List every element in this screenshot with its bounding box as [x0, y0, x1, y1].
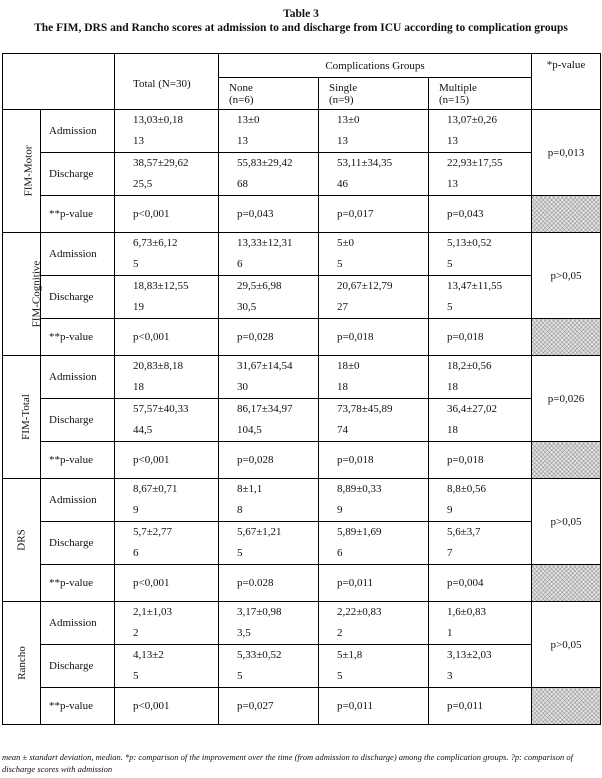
cell-none: 31,67±14,54 30 — [219, 356, 319, 399]
row-label: **p-value — [41, 319, 115, 356]
header-pvalue: *p-value — [532, 54, 601, 110]
pvalue-single: p=0,011 — [319, 565, 429, 602]
row-label: Admission — [41, 110, 115, 153]
hatched-cell — [532, 442, 601, 479]
pvalue-multiple: p=0,011 — [429, 688, 532, 725]
group-pvalue: p=0,013 — [532, 110, 601, 196]
cell-none: 5,67±1,21 5 — [219, 522, 319, 565]
cell-single: 5±1,8 5 — [319, 645, 429, 688]
table-row — [3, 153, 601, 196]
pvalue-row — [3, 442, 601, 479]
header-single: Single (n=9) — [319, 78, 429, 110]
table-row — [3, 233, 601, 276]
cell-total: 8,67±0,71 9 — [115, 479, 219, 522]
row-label: Admission — [41, 479, 115, 522]
pvalue-total: p<0,001 — [115, 688, 219, 725]
row-label: **p-value — [41, 688, 115, 725]
pvalue-total: p<0,001 — [115, 319, 219, 356]
table-row — [3, 645, 601, 688]
pvalue-none: p=0,028 — [219, 442, 319, 479]
table-row — [3, 110, 601, 153]
table-row — [3, 276, 601, 319]
cell-multiple: 22,93±17,55 13 — [429, 153, 532, 196]
group-label: FIM-Cognitive — [3, 233, 41, 356]
group-pvalue: p=0,026 — [532, 356, 601, 442]
cell-single: 5,89±1,69 6 — [319, 522, 429, 565]
cell-multiple: 5,6±3,7 7 — [429, 522, 532, 565]
cell-none: 86,17±34,97 104,5 — [219, 399, 319, 442]
pvalue-multiple: p=0,018 — [429, 442, 532, 479]
group-label: DRS — [3, 479, 41, 602]
table-row — [3, 356, 601, 399]
pvalue-none: p=0,028 — [219, 319, 319, 356]
row-label: **p-value — [41, 565, 115, 602]
row-label: Discharge — [41, 276, 115, 319]
group-label: FIM-Motor — [3, 110, 41, 233]
cell-single: 8,89±0,33 9 — [319, 479, 429, 522]
cell-single: 5±0 5 — [319, 233, 429, 276]
cell-none: 13,33±12,31 6 — [219, 233, 319, 276]
header-none: None (n=6) — [219, 78, 319, 110]
results-table — [2, 53, 601, 725]
table-row — [3, 602, 601, 645]
cell-total: 13,03±0,18 13 — [115, 110, 219, 153]
pvalue-none: p=0,043 — [219, 196, 319, 233]
row-label: **p-value — [41, 442, 115, 479]
pvalue-total: p<0,001 — [115, 565, 219, 602]
cell-total: 2,1±1,03 2 — [115, 602, 219, 645]
group-pvalue: p>0,05 — [532, 602, 601, 688]
header-multiple: Multiple (n=15) — [429, 78, 532, 110]
pvalue-multiple: p=0,004 — [429, 565, 532, 602]
row-label: Admission — [41, 233, 115, 276]
pvalue-none: p=0,027 — [219, 688, 319, 725]
pvalue-total: p<0,001 — [115, 196, 219, 233]
pvalue-multiple: p=0,043 — [429, 196, 532, 233]
pvalue-row — [3, 565, 601, 602]
cell-single: 53,11±34,35 46 — [319, 153, 429, 196]
cell-total: 6,73±6,12 5 — [115, 233, 219, 276]
cell-single: 2,22±0,83 2 — [319, 602, 429, 645]
row-label: Admission — [41, 602, 115, 645]
pvalue-multiple: p=0,018 — [429, 319, 532, 356]
row-label: Discharge — [41, 522, 115, 565]
cell-none: 5,33±0,52 5 — [219, 645, 319, 688]
hatched-cell — [532, 565, 601, 602]
cell-multiple: 18,2±0,56 18 — [429, 356, 532, 399]
pvalue-single: p=0,011 — [319, 688, 429, 725]
row-label: Admission — [41, 356, 115, 399]
cell-multiple: 3,13±2,03 3 — [429, 645, 532, 688]
table-row — [3, 522, 601, 565]
cell-multiple: 8,8±0,56 9 — [429, 479, 532, 522]
header-blank — [3, 54, 115, 110]
pvalue-row — [3, 688, 601, 725]
cell-single: 73,78±45,89 74 — [319, 399, 429, 442]
hatched-cell — [532, 319, 601, 356]
hatched-cell — [532, 688, 601, 725]
row-label: Discharge — [41, 399, 115, 442]
group-label: FIM-Total — [3, 356, 41, 479]
row-label: Discharge — [41, 153, 115, 196]
cell-total: 57,57±40,33 44,5 — [115, 399, 219, 442]
cell-total: 5,7±2,77 6 — [115, 522, 219, 565]
pvalue-row — [3, 196, 601, 233]
cell-none: 3,17±0,98 3,5 — [219, 602, 319, 645]
pvalue-single: p=0,018 — [319, 319, 429, 356]
cell-multiple: 36,4±27,02 18 — [429, 399, 532, 442]
table-subtitle: The FIM, DRS and Rancho scores at admission to and discharge from ICU according to complication groups — [34, 22, 568, 34]
pvalue-row — [3, 319, 601, 356]
cell-none: 29,5±6,98 30,5 — [219, 276, 319, 319]
pvalue-single: p=0,018 — [319, 442, 429, 479]
row-label: Discharge — [41, 645, 115, 688]
row-label: **p-value — [41, 196, 115, 233]
group-label: Rancho — [3, 602, 41, 725]
cell-total: 38,57±29,62 25,5 — [115, 153, 219, 196]
pvalue-total: p<0,001 — [115, 442, 219, 479]
header-total: Total (N=30) — [115, 54, 219, 110]
cell-total: 4,13±2 5 — [115, 645, 219, 688]
cell-single: 13±0 13 — [319, 110, 429, 153]
cell-single: 18±0 18 — [319, 356, 429, 399]
cell-multiple: 1,6±0,83 1 — [429, 602, 532, 645]
table-row — [3, 479, 601, 522]
group-pvalue: p>0,05 — [532, 479, 601, 565]
hatched-cell — [532, 196, 601, 233]
table-row — [3, 399, 601, 442]
pvalue-single: p=0,017 — [319, 196, 429, 233]
group-pvalue: p>0,05 — [532, 233, 601, 319]
cell-none: 8±1,1 8 — [219, 479, 319, 522]
cell-total: 18,83±12,55 19 — [115, 276, 219, 319]
cell-multiple: 5,13±0,52 5 — [429, 233, 532, 276]
cell-total: 20,83±8,18 18 — [115, 356, 219, 399]
cell-multiple: 13,47±11,55 5 — [429, 276, 532, 319]
cell-none: 13±0 13 — [219, 110, 319, 153]
header-complication-groups: Complications Groups — [219, 54, 532, 78]
table-title: Table 3 — [283, 8, 319, 20]
table-footnote: mean ± standart deviation, median. *p: comparison of the improvement over the time (from admission to discharge) among the complication groups. ?p: comparison of discharge scores with admission — [2, 752, 573, 774]
pvalue-none: p=0.028 — [219, 565, 319, 602]
cell-none: 55,83±29,42 68 — [219, 153, 319, 196]
cell-multiple: 13,07±0,26 13 — [429, 110, 532, 153]
cell-single: 20,67±12,79 27 — [319, 276, 429, 319]
